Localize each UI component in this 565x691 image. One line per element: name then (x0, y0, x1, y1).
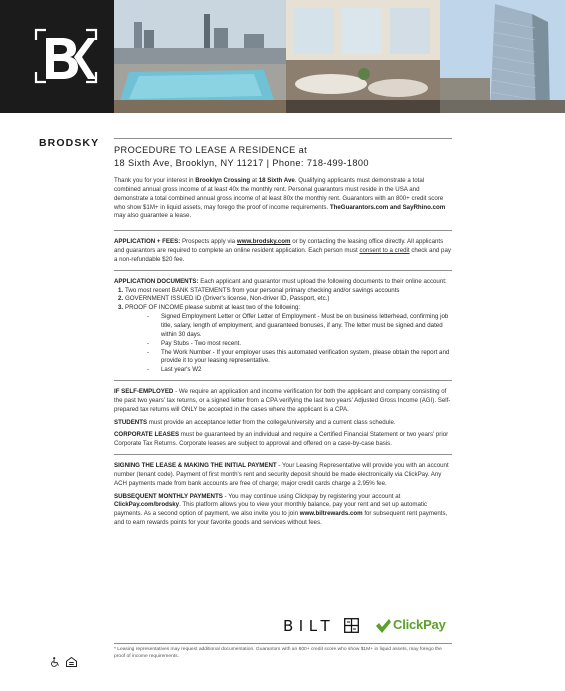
photo-rooftop-pool (114, 0, 286, 113)
monthly-payments-section: SUBSEQUENT MONTHLY PAYMENTS - You may continue using Clickpay by registering your account at ClickPay.com/brodsky. This platform allows you to view your monthly balance, pay your rent and set up automatic payments. As a second option of payment, we also invite you to join www.biltrewards.com for subsequent rent payments, and to earn rewards points for your favorite goods and services without fees. (114, 492, 448, 527)
section-heading: SIGNING THE LEASE & MAKING THE INITIAL PAYMENT (114, 462, 277, 470)
wheelchair-icon (51, 657, 60, 667)
brodsky-logo-icon (0, 0, 114, 113)
clickpay-check-icon (375, 618, 392, 635)
brand-name: BRODSKY (39, 137, 100, 149)
intro-paragraph: Thank you for your interest in Brooklyn Crossing at 18 Sixth Ave. Qualifying applicants must demonstrate a total combined annual gross income of at least 40x the monthly rent. Personal guarantors must reside in the USA and demonstrate a total combined annual gross income of at least 80x the monthly rent. Guarantors with an 800+ credit score who show $1M+ in liquid assets, may forego the proof of income requirements. TheGuarantors.com and SayRhino.com may also guarantee a lease. (114, 177, 446, 220)
students-section: STUDENTS must provide an acceptance letter from the college/university and a current class schedule. (114, 418, 396, 426)
clickpay-link[interactable]: ClickPay.com/brodsky (114, 501, 180, 509)
section-heading: STUDENTS (114, 418, 148, 426)
procedure-document (114, 138, 452, 533)
guarantor-services: TheGuarantors.com and SayRhino.com (329, 203, 446, 211)
section-heading: SUBSEQUENT MONTHLY PAYMENTS (114, 492, 223, 500)
equal-housing-icon (66, 657, 77, 667)
brodsky-website-link[interactable]: www.brodsky.com (236, 238, 291, 246)
list-item: - Pay Stubs - Two most recent. (147, 339, 242, 347)
section-heading: IF SELF-EMPLOYED (114, 388, 174, 396)
income-proof-list (147, 313, 452, 375)
header-banner (0, 0, 565, 113)
signing-lease-section: SIGNING THE LEASE & MAKING THE INITIAL PAYMENT - Your Leasing Representative will provide you with an account number (tenant code). Payment of first month's rent and security deposit should be made electronically via ClickPay. Any ACH payments made from bank accounts are free of charge; major credit cards charge a 2.95% fee. (114, 462, 449, 487)
section-heading: CORPORATE LEASES (114, 431, 180, 439)
application-documents-section: APPLICATION DOCUMENTS: Each applicant and guarantor must upload the following documents to their online account: 1. Two most recent BANK STATEMENTS from your personal primary checking and/or savings accounts 2. GOVERNMENT ISSUED ID (Driver's license, Non-driver ID, Passport, etc.) 3. PROOF OF INCOME please submit at least two of the following: - Signed Employment Letter or Offer Letter of Employment - Must be on business letterhead, confirming job title, salary, length of employment, and guaranteed bonuses, if any. The letter must be signed and dated within 30 days. - Pay Stubs - Two most recent. - The Work Number - If your employer uses this automated verification system, please obtain the report and provide it to your leasing representative. - Last year's W2 (114, 271, 452, 380)
self-employed-section: IF SELF-EMPLOYED - We require an application and income verification for both the applicant and company consisting of the past two years' tax returns, or a signed letter from a CPA verifying the last two years' Adjusted Gross Income (AGI). Self-prepared tax returns will ONLY be accepted in the cases where the applicant is a CPA. (114, 388, 451, 413)
compliance-icons (51, 657, 77, 667)
list-item: 2. GOVERNMENT ISSUED ID (Driver's license, Non-driver ID, Passport, etc.) (118, 295, 330, 303)
footnote-block (114, 643, 452, 660)
list-item: - Signed Employment Letter or Offer Letter of Employment - Must be on business letterhead, confirming job title, salary, length of employment, and guaranteed bonuses, if any. The letter must be signed and dated within 30 days. (147, 313, 449, 338)
payment-partner-logos (283, 617, 451, 637)
section-heading: APPLICATION DOCUMENTS: (114, 277, 199, 285)
page-title: PROCEDURE TO LEASE A RESIDENCE at (114, 145, 308, 155)
property-name: Brooklyn Crossing (195, 177, 251, 184)
clickpay-logo (375, 618, 451, 636)
biltrewards-link[interactable]: www.biltrewards.com (299, 510, 363, 518)
section-heading: APPLICATION + FEES: (114, 238, 181, 246)
brand-logo-block (0, 0, 114, 113)
documents-list (114, 287, 452, 314)
application-fees-section: APPLICATION + FEES: Prospects apply via www.brodsky.com or by contacting the leasing office directly. All applicants and guarantors are required to complete an online resident application. Each person must consent to a credit check and pay a non-refundable $20 fee. (114, 238, 451, 263)
photo-lounge-interior (286, 0, 440, 113)
photo-building-exterior (440, 0, 565, 113)
footnote: * Leasing representatives may request additional documentation. Guarantors with an 800+ credit score who show $1M+ in liquid assets, may forego the proof of income requirements. (114, 647, 442, 659)
list-item: - The Work Number - If your employer uses this automated verification system, please obtain the report and provide it to your leasing representative. (147, 348, 450, 365)
divider (114, 138, 452, 139)
corporate-leases-section: CORPORATE LEASES must be guaranteed by an individual and require a Certified Financial Statement or two years' prior Corporate Tax Returns. Corporate leases are subject to approval and offered on a case-by-case basis. (114, 431, 449, 448)
list-item: - Last year's W2 (147, 366, 202, 374)
list-item: 1. Two most recent BANK STATEMENTS from your personal primary checking and/or savings accounts (118, 286, 400, 294)
clickpay-wordmark: ClickPay (393, 617, 446, 632)
bilt-mark-icon (344, 618, 359, 633)
property-address: 18 Sixth Ave (258, 177, 295, 184)
bilt-logo: BILT (283, 617, 336, 635)
list-item: 3. PROOF OF INCOME please submit at least two of the following: (118, 304, 301, 312)
property-address-phone: 18 Sixth Ave, Brooklyn, NY 11217 | Phone: 718-499-1800 (114, 158, 369, 168)
